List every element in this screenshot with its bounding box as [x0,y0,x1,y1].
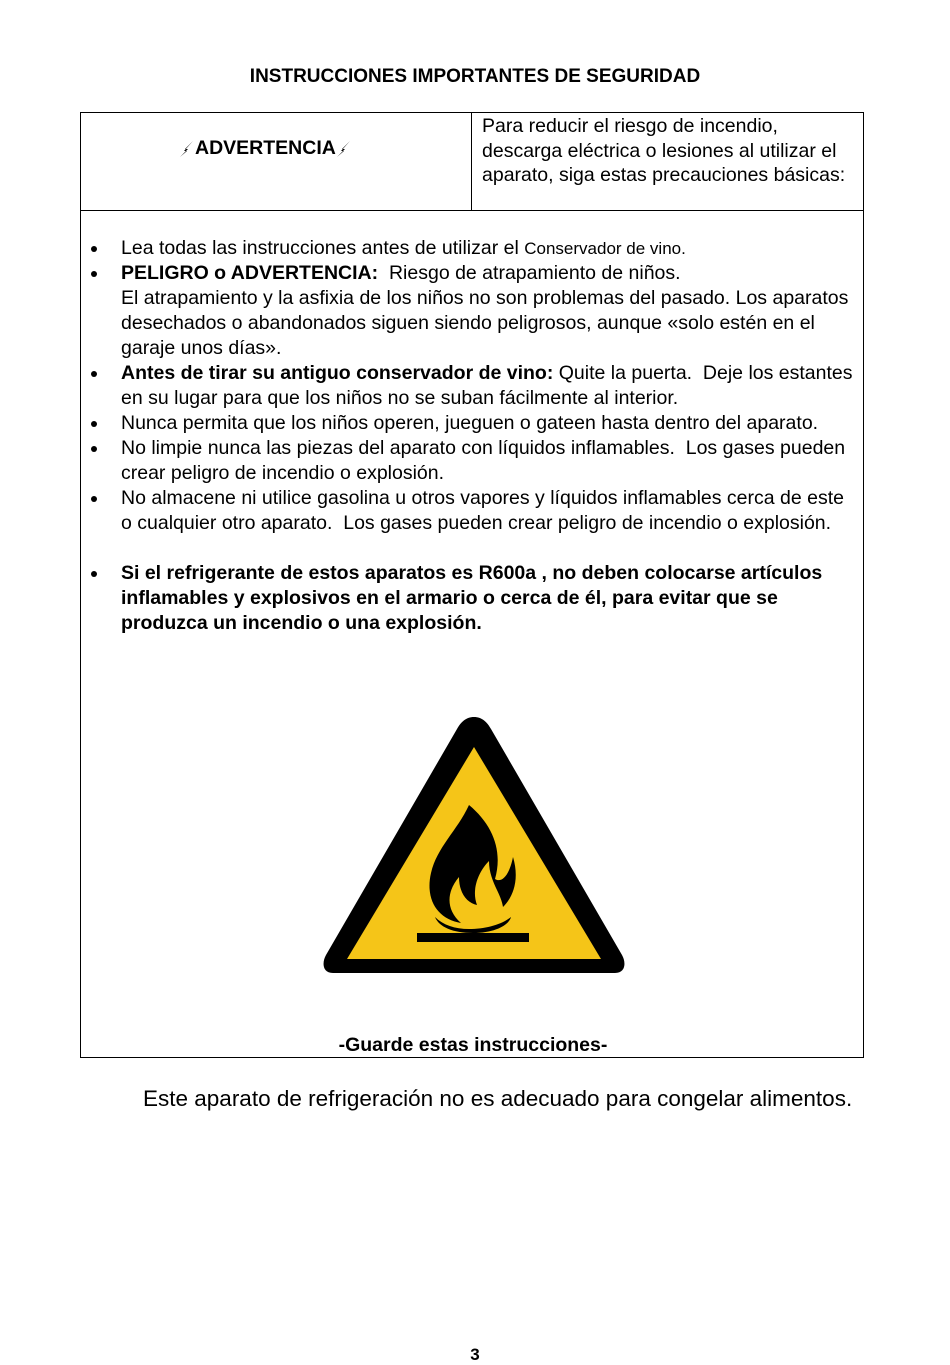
list-item: Si el refrigerante de estos aparatos es R600a , no deben colocarse artículos inflamables y explosivos en el armario o cerca de él, para evitar que se produzca un incendio o una explosión. [81,561,865,636]
page-number: 3 [470,1345,480,1364]
warning-header-cell [81,113,472,211]
flammable-warning-icon [319,711,629,979]
list-item: PELIGRO o ADVERTENCIA: Riesgo de atrapamiento de niños. El atrapamiento y la asfixia de los niños no son problemas del pasado. Los aparatos desechados o abandonados siguen siendo peligrosos, aunque «solo estén en el garaje unos días». [81,261,865,361]
lightning-icon [179,140,195,158]
list-item: Antes de tirar su antiguo conservador de vino: Quite la puerta. Deje los estantes en su lugar para que los niños no se suban fácilmente al interior. [81,361,865,411]
page-title: INSTRUCCIONES IMPORTANTES DE SEGURIDAD [249,66,701,87]
list-item: No almacene ni utilice gasolina u otros vapores y líquidos inflamables cerca de este o cualquier otro aparato. Los gases pueden crear peligro de incendio o explosión. [81,486,865,536]
save-instructions: -Guarde estas instrucciones- [338,1034,608,1056]
warning-label [179,137,352,160]
bottom-note: Este aparato de refrigeración no es adecuado para congelar alimentos. [143,1086,853,1111]
warning-text: Para reducir el riesgo de incendio, descarga eléctrica o lesiones al utilizar el aparato, siga estas precauciones básicas: [472,113,864,211]
safety-box [80,112,864,1058]
warning-label-text: ADVERTENCIA [195,137,336,159]
list-item: Nunca permita que los niños operen, jueguen o gateen hasta dentro del aparato. [81,411,865,436]
list-item: No limpie nunca las piezas del aparato con líquidos inflamables. Los gases pueden crear peligro de incendio o explosión. [81,436,865,486]
list-item: Lea todas las instrucciones antes de utilizar el Conservador de vino. [81,236,865,261]
lightning-icon [336,140,352,158]
safety-list [81,236,865,636]
